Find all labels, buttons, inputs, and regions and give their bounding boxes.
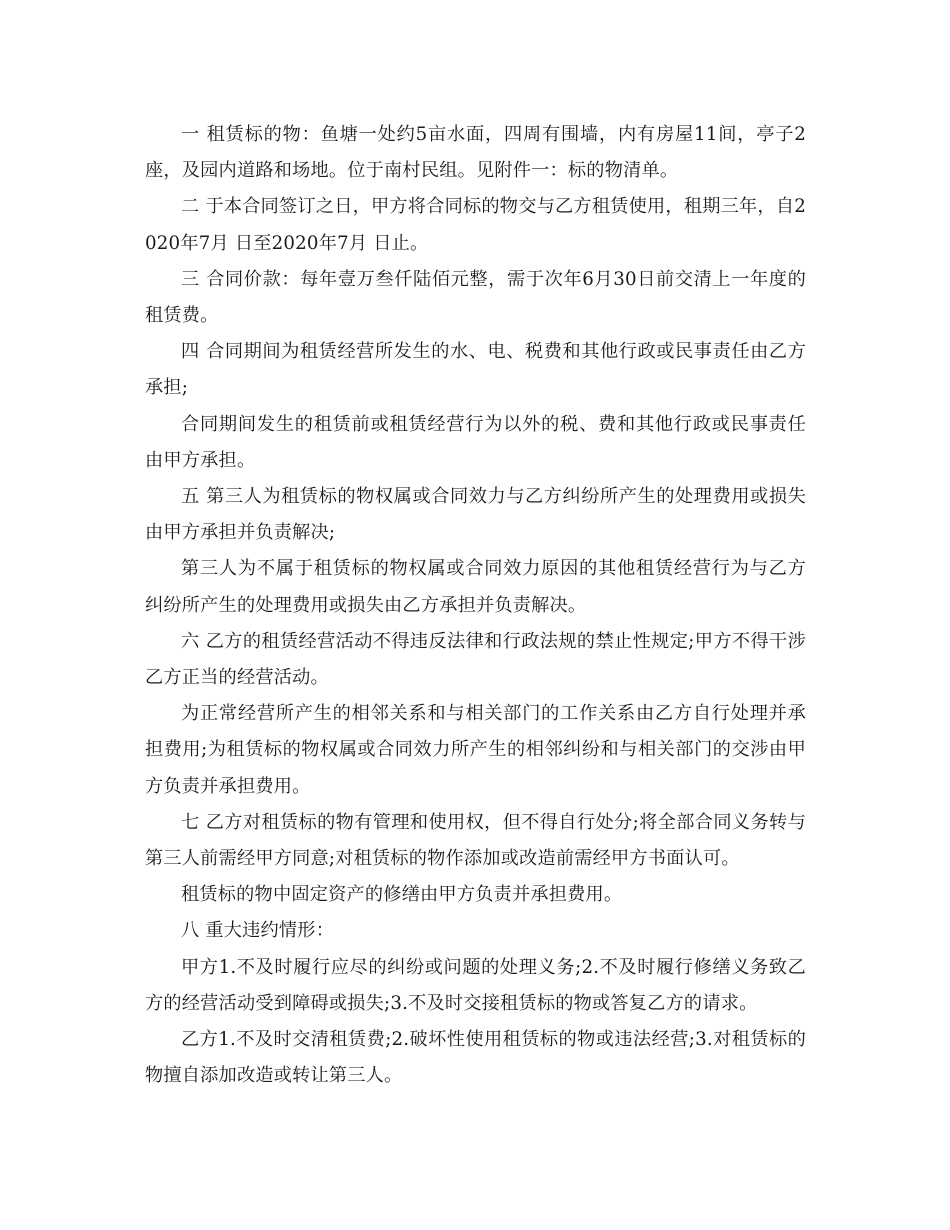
clause-8-breach-lessee: 乙方1.不及时交清租赁费;2.破坏性使用租赁标的物或违法经营;3.对租赁标的物擅自添加改造或转让第三人。 bbox=[145, 1029, 806, 1087]
clause-1-subject-matter: 一 租赁标的物：鱼塘一处约5亩水面，四周有围墙，内有房屋11间，亭子2座，及园内道路和场地。位于南村民组。见附件一：标的物清单。 bbox=[145, 124, 806, 182]
clause-7-management-rights: 七 乙方对租赁标的物有管理和使用权，但不得自行处分;将全部合同义务转与第三人前需经甲方同意;对租赁标的物作添加或改造前需经甲方书面认可。 bbox=[145, 811, 806, 870]
clause-4-expenses-lessee: 四 合同期间为租赁经营所发生的水、电、税费和其他行政或民事责任由乙方承担; bbox=[145, 341, 806, 399]
clause-4-expenses-lessor: 合同期间发生的租赁前或租赁经营行为以外的税、费和其他行政或民事责任由甲方承担。 bbox=[145, 413, 806, 471]
clause-6-business-activity: 六 乙方的租赁经营活动不得违反法律和行政法规的禁止性规定;甲方不得干涉乙方正当的经营活动。 bbox=[145, 630, 806, 689]
clause-3-contract-price: 三 合同价款：每年壹万叁仟陆佰元整，需于次年6月30日前交清上一年度的租赁费。 bbox=[145, 268, 806, 327]
clause-8-breach-lessor: 甲方1.不及时履行应尽的纠纷或问题的处理义务;2.不及时履行修缮义务致乙方的经营活动受到障碍或损失;3.不及时交接租赁标的物或答复乙方的请求。 bbox=[145, 956, 806, 1014]
clause-7-repairs: 租赁标的物中固定资产的修缮由甲方负责并承担费用。 bbox=[181, 884, 623, 906]
clause-6-neighbor-relations: 为正常经营所产生的相邻关系和与相关部门的工作关系由乙方自行处理并承担费用;为租赁标的物权属或合同效力所产生的相邻纠纷和与相关部门的交涉由甲方负责并承担费用。 bbox=[145, 703, 806, 797]
clause-2-lease-term: 二 于本合同签订之日，甲方将合同标的物交与乙方租赁使用，租期三年，自2020年7月 日至2020年7月 日止。 bbox=[145, 196, 806, 254]
clause-8-breach-heading: 八 重大违约情形： bbox=[181, 920, 335, 942]
clause-5-third-party-lessee: 第三人为不属于租赁标的物权属或合同效力原因的其他租赁经营行为与乙方纠纷所产生的处理费用或损失由乙方承担并负责解决。 bbox=[145, 558, 806, 616]
clause-5-third-party-lessor: 五 第三人为租赁标的物权属或合同效力与乙方纠纷所产生的处理费用或损失由甲方承担并负责解决; bbox=[145, 486, 806, 544]
document-page bbox=[145, 117, 806, 1094]
